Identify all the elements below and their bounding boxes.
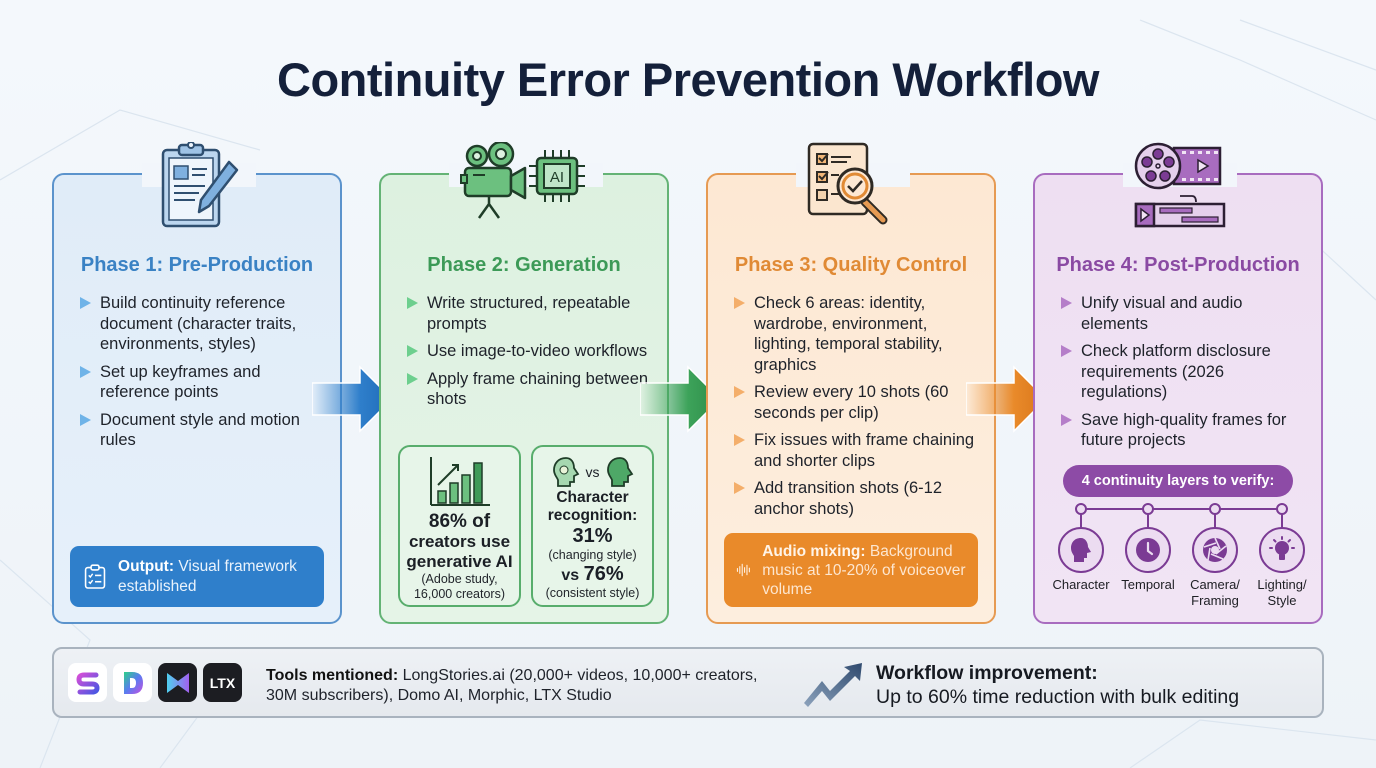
bullet-item: Check platform disclosure requirements (2026 regulations) [1059,341,1307,403]
tool-logos [68,663,242,702]
phase-2-card [379,169,669,624]
stat-value: 86% of [428,511,491,532]
triangle-bullet-icon [734,386,745,398]
bullet-item: Use image-to-video workflows [405,341,653,362]
stat-label: generative AI [406,552,513,571]
film-reel-timeline-icon [1130,142,1230,232]
phase-title: Phase 3: Quality Control [734,254,968,276]
longstories-logo [68,663,107,702]
sound-wave-icon [736,555,752,585]
longstories-s-icon [75,670,101,696]
bullet-item: Write structured, repeatable prompts [405,293,653,334]
triangle-bullet-icon [407,373,418,385]
bullet-item: Document style and motion rules [78,410,326,451]
bullet-item: Check 6 areas: identity, wardrobe, environment, lighting, temporal stability, graphics [732,293,980,375]
phase-1-card [52,173,342,624]
triangle-bullet-icon [734,297,745,309]
stat-value: 31% [572,525,613,547]
layer-lighting-style [1248,527,1316,609]
triangle-bullet-icon [80,414,91,426]
tools-line: LongStories.ai (20,000+ videos, 10,000+ creators, [402,667,758,684]
improvement-value: Up to 60% time reduction with bulk editing [876,686,1240,708]
bullet-item: Apply frame chaining between shots [405,369,653,410]
head-consistent-icon [606,456,634,488]
phase-bullets [78,293,326,458]
clipboard-pencil-icon [149,142,249,232]
layer-label: Temporal [1121,577,1175,592]
stat-note: (consistent style) [545,586,640,600]
stat-note: (changing style) [548,548,637,562]
stat-label: recognition: [547,507,638,524]
audio-text: Background music at 10-20% of voiceover volume [762,542,966,598]
triangle-bullet-icon [734,434,745,446]
camera-ai-chip-icon [459,142,599,232]
stat-note: 16,000 creators) [413,587,506,601]
bullet-item: Add transition shots (6-12 anchor shots) [732,478,980,519]
tools-label: Tools mentioned: [266,667,399,684]
phase-title: Phase 4: Post-Production [1056,254,1300,276]
stat-card-recognition [531,445,654,607]
audio-mixing-callout [724,533,978,607]
phase-bullets [1059,293,1307,458]
phase-title: Phase 2: Generation [427,254,621,276]
phase-bullets [405,293,653,417]
output-callout [70,546,324,607]
ltx-studio-logo: LTX [203,663,242,702]
output-label: Output: [118,558,174,575]
tools-mentioned-text [266,666,758,706]
triangle-bullet-icon [1061,345,1072,357]
bullet-item: Fix issues with frame chaining and shorter clips [732,430,980,471]
layer-label: Lighting/ [1257,577,1307,592]
stat-card-creators [398,445,521,607]
domo-d-icon [121,670,145,696]
triangle-bullet-icon [407,345,418,357]
checklist-icon [84,561,106,593]
trend-up-arrow-icon [802,661,866,707]
bullet-item: Unify visual and audio elements [1059,293,1307,334]
bullet-item: Save high-quality frames for future projects [1059,410,1307,451]
clock-icon [1135,537,1161,563]
phase-bullets [732,293,980,526]
stat-label: creators use [408,532,511,551]
aperture-icon [1202,537,1228,563]
bullet-item: Set up keyframes and reference points [78,362,326,403]
layer-character [1047,527,1115,593]
checklist-magnifier-icon [803,142,903,232]
stat-label: Character [556,489,629,506]
triangle-bullet-icon [1061,297,1072,309]
triangle-bullet-icon [80,297,91,309]
vs-label: vs [561,567,580,584]
triangle-bullet-icon [407,297,418,309]
head-changing-icon [552,456,580,488]
continuity-layers-tree [1035,501,1321,611]
bullet-item: Build continuity reference document (character traits, environments, styles) [78,293,326,355]
layer-label: Framing [1191,593,1239,608]
vs-label: vs [585,464,600,480]
svg-text:AI: AI [549,169,565,186]
lightbulb-icon [1268,536,1296,564]
stat-note: (Adobe study, [421,572,498,586]
tools-line: 30M subscribers), Domo AI, Morphic, LTX Studio [266,687,612,704]
audio-label: Audio mixing: [762,542,866,560]
triangle-bullet-icon [80,366,91,378]
output-text: Visual framework established [118,558,297,595]
head-icon [1069,537,1093,563]
phase-3-card [706,173,996,624]
improvement-label: Workflow improvement: [876,662,1098,684]
morphic-logo [158,663,197,702]
morphic-bowtie-icon [165,672,191,694]
tools-footer-bar [52,647,1324,718]
bar-chart-up-icon [428,455,492,507]
workflow-improvement-text [876,661,1239,709]
phase-title: Phase 1: Pre-Production [80,254,314,276]
stat-value: 76% [583,563,624,585]
domo-ai-logo [113,663,152,702]
triangle-bullet-icon [1061,414,1072,426]
continuity-layers-title: 4 continuity layers to verify: [1063,465,1293,497]
layer-label: Character [1052,577,1110,592]
layer-label: Camera/ [1190,577,1240,592]
layer-label: Style [1267,593,1297,608]
layer-camera-framing [1181,527,1249,609]
bullet-item: Review every 10 shots (60 seconds per clip) [732,382,980,423]
phase-4-card [1033,173,1323,624]
layer-temporal [1114,527,1182,593]
page-title: Continuity Error Prevention Workflow [277,53,1099,106]
triangle-bullet-icon [734,482,745,494]
